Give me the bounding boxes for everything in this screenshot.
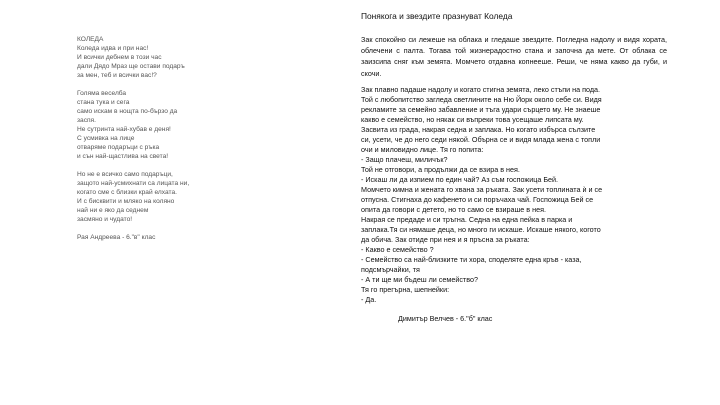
story-line: Момчето кимна и жената го хвана за ръката. Зак усети топлината ѝ и се xyxy=(361,184,603,194)
story-line: заплака.Тя си нямаше деца, но много ги искаше. Искаше някого, когото xyxy=(361,224,601,234)
story-line: - Семейство са най-близките ти хора, споделяте една кръв - каза, xyxy=(361,254,582,264)
poem-line: отваряме подаръци с ръка xyxy=(77,144,160,151)
story-line: Той с любопитство загледа светлините на Ню Йорк около себе си. Видя xyxy=(361,94,602,104)
poem-line: И всички дебнем в този час xyxy=(77,54,162,61)
story-line: да обича. Зак отиде при нея и я пръсна за ръката: xyxy=(361,234,530,244)
story-line: Зак плавно падаше надолу и когато стигна земята, леко стъпи на пода. xyxy=(361,84,601,94)
poem-stanza-1 xyxy=(77,44,277,80)
poem-author: Рая Андреева - 6."в" клас xyxy=(77,234,156,241)
story-line: Накрая се предаде и си тръгна. Седна на една пейка в парка и xyxy=(361,214,573,224)
story-line: опита да говори с детето, но то само се взираше в нея. xyxy=(361,204,546,214)
poem-line: когато сме с близки край елхата. xyxy=(77,189,177,196)
poem-line: Голяма веселба xyxy=(77,90,127,97)
poem-line: най ни е яко да седнем xyxy=(77,207,149,214)
story-line: рекламите за семейно забавление и тъга удари сърцето му. Не знаеше xyxy=(361,104,601,114)
story-line: какво е семейство, но някак си въпреки това усещаше липсата му. xyxy=(361,114,584,124)
poem-line: защото най-усмихнати са лицата ни, xyxy=(77,180,190,187)
story-line: Той не отговори, а продължи да се взира в нея. xyxy=(361,164,520,174)
story-author: Димитър Велчев - 6."б" клас xyxy=(398,313,493,323)
poem-stanza-3 xyxy=(77,170,277,224)
poem-line: Но не е всичко само подаръци, xyxy=(77,171,173,178)
story-title: Понякога и звездите празнуват Коледа xyxy=(361,11,513,21)
poem-line: стана тука и сега xyxy=(77,99,130,106)
story-line: - А ти ще ми бъдеш ли семейство? xyxy=(361,274,478,284)
story-column xyxy=(361,10,667,324)
poem-column xyxy=(77,35,277,242)
poem-line: засмяно и чудато! xyxy=(77,216,133,223)
story-line: - Какво е семейство ? xyxy=(361,244,434,254)
story-line: - Защо плачеш, миличък? xyxy=(361,154,448,164)
poem-line: Не сутринта най-хубав е деня! xyxy=(77,126,171,133)
poem-line: И с бисквити и мляко на коляно xyxy=(77,198,175,205)
poem-line: и сън най-щастлива на света! xyxy=(77,153,169,160)
poem-line: за мен, теб и всички вас!? xyxy=(77,72,157,79)
poem-line: Коледа идва и при нас! xyxy=(77,45,149,52)
story-paragraph-1: Зак спокойно си лежеше на облака и гледаше звездите. Погледна надолу и видя хората, облечени с палта. Тогава той жизнерадостно стана и започна да мете. От облака се заизсипа сняг към земята. Момчето отдавна копнееше. Реши, че няма какво да губи, и скочи. xyxy=(361,35,667,78)
poem-line: дали Дядо Мраз ще остави подаръ xyxy=(77,63,185,70)
poem-title: КОЛЕДА xyxy=(77,36,104,43)
story-line: отпусна. Стигнаха до кафенето и си поръчаха чай. Госпожица Бей се xyxy=(361,194,594,204)
poem-line: само искам в нощта по-бързо да xyxy=(77,108,178,115)
story-line: очи и миловидно лице. Тя го попита: xyxy=(361,144,484,154)
poem-line: заспя. xyxy=(77,117,96,124)
story-line: Тя го прегърна, шепнейки: xyxy=(361,284,450,294)
story-line: си, усети, че до него седи някой. Обърна се и видя млада жена с топли xyxy=(361,134,601,144)
story-line: Засвита из града, накрая седна и заплака. Но когато избърса сълзите xyxy=(361,124,596,134)
story-line: - Искаш ли да изпием по един чай? Аз съм госпожица Бей. xyxy=(361,174,559,184)
story-paragraph-2 xyxy=(361,85,667,305)
poem-stanza-2 xyxy=(77,89,277,161)
story-line: - Да. xyxy=(361,294,377,304)
story-line: подсмърчайки, тя xyxy=(361,264,420,274)
poem-line: С усмивка на лице xyxy=(77,135,135,142)
